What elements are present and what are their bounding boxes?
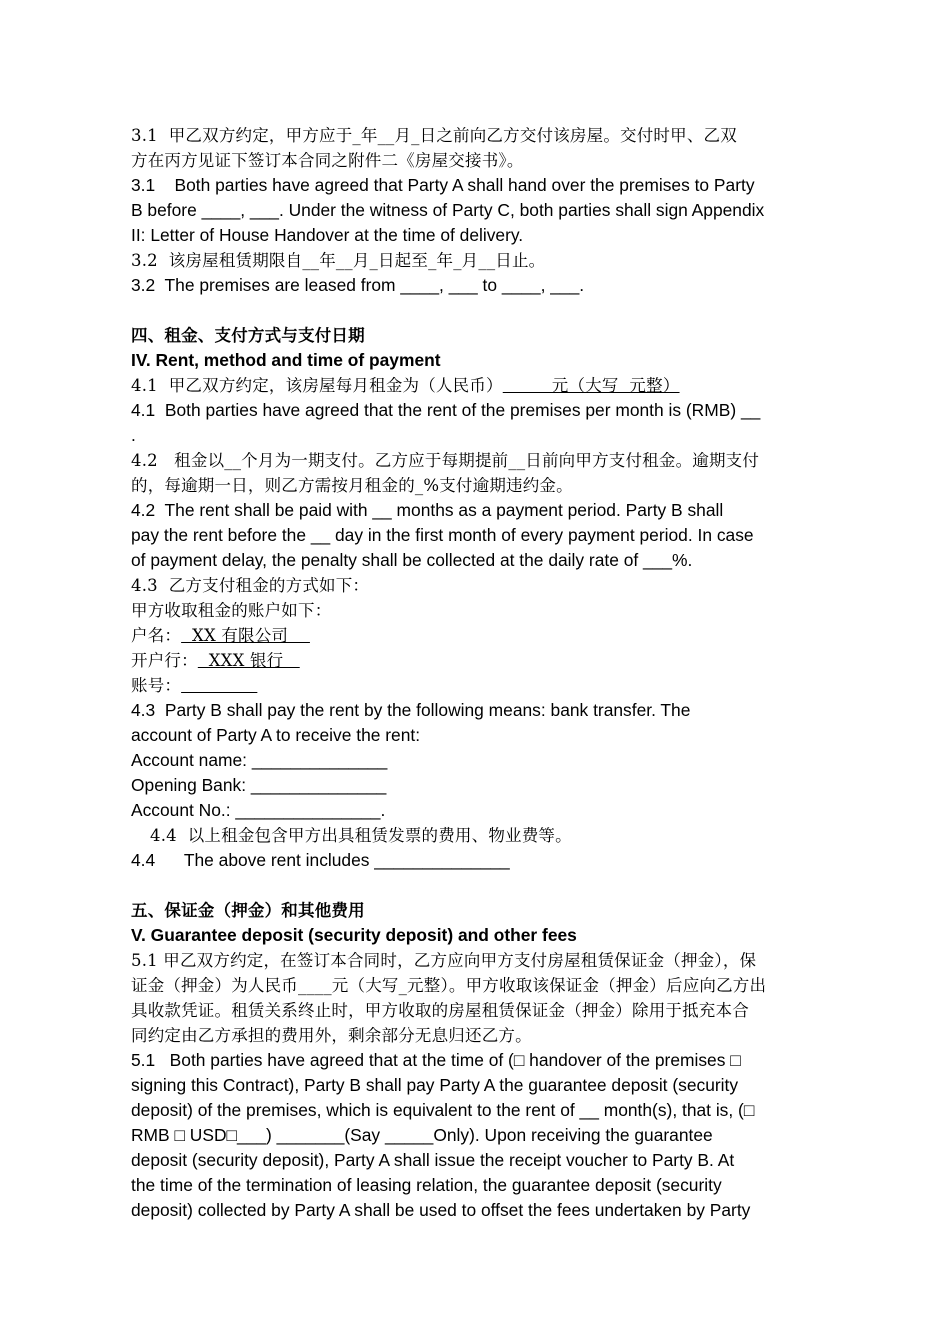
text-line bbox=[131, 573, 821, 598]
text-line bbox=[131, 773, 821, 798]
line-text: 3.2 The premises are leased from ____, ___ to ____, ___. bbox=[131, 275, 585, 295]
text-line bbox=[131, 1098, 821, 1123]
text-line bbox=[131, 498, 821, 523]
line-text: 4.4 以上租金包含甲方出具租赁发票的费用、物业费等。 bbox=[150, 826, 572, 845]
line-text: 4.2 租金以__个月为一期支付。乙方应于每期提前__日前向甲方支付租金。逾期支付 bbox=[131, 451, 760, 470]
line-text: 账号： bbox=[131, 676, 182, 695]
line-text: 证金（押金）为人民币____元（大写_元整）。甲方收取该保证金（押金）后应向乙方出 bbox=[131, 976, 767, 995]
text-line bbox=[131, 548, 821, 573]
line-text: 五、保证金（押金）和其他费用 bbox=[131, 901, 365, 920]
line-text: 户名： bbox=[131, 626, 182, 645]
text-line bbox=[131, 723, 821, 748]
line-text: deposit) of the premises, which is equivalent to the rent of __ month(s), that is, (□ bbox=[131, 1100, 755, 1120]
line-text: Account name: ______________ bbox=[131, 750, 388, 770]
line-text: 具收款凭证。租赁关系终止时，甲方收取的房屋租赁保证金（押金）除用于抵充本合 bbox=[131, 1001, 749, 1020]
line-text: V. Guarantee deposit (security deposit) and other fees bbox=[131, 925, 577, 945]
text-line bbox=[131, 823, 821, 848]
line-text: 的，每逾期一日，则乙方需按月租金的_%支付逾期违约金。 bbox=[131, 476, 573, 495]
line-text: B before ____, ___. Under the witness of Party C, both parties shall sign Appendix bbox=[131, 200, 765, 220]
text-line bbox=[131, 1023, 821, 1048]
line-text: 4.3 乙方支付租金的方式如下： bbox=[131, 576, 370, 595]
text-line bbox=[131, 223, 821, 248]
line-text: 3.1 甲乙双方约定，甲方应于_年__月_日之前向乙方交付该房屋。交付时甲、乙双 bbox=[131, 126, 737, 145]
section-gap bbox=[131, 298, 821, 323]
text-line bbox=[131, 973, 821, 998]
underlined-blank: XXX 银行 bbox=[197, 651, 300, 670]
text-line bbox=[131, 1073, 821, 1098]
text-line bbox=[131, 448, 821, 473]
section-heading bbox=[131, 348, 821, 373]
line-text: IV. Rent, method and time of payment bbox=[131, 350, 441, 370]
text-line bbox=[131, 748, 821, 773]
line-text: 3.2 该房屋租赁期限自__年__月_日起至_年_月__日止。 bbox=[131, 251, 546, 270]
text-line bbox=[131, 948, 821, 973]
line-text: pay the rent before the __ day in the first month of every payment period. In case bbox=[131, 525, 754, 545]
text-line bbox=[131, 623, 821, 648]
line-text: 5.1 甲乙双方约定，在签订本合同时，乙方应向甲方支付房屋租赁保证金（押金），保 bbox=[131, 951, 757, 970]
underlined-blank: XX 有限公司 bbox=[181, 626, 310, 645]
line-text: 甲方收取租金的账户如下： bbox=[131, 601, 332, 620]
text-line bbox=[131, 173, 821, 198]
text-line bbox=[131, 798, 821, 823]
text-line bbox=[131, 423, 821, 448]
text-line bbox=[131, 1198, 821, 1223]
line-text: Opening Bank: ______________ bbox=[131, 775, 387, 795]
text-line bbox=[131, 248, 821, 273]
line-text: RMB □ USD□___) _______(Say _____Only). Upon receiving the guarantee bbox=[131, 1125, 713, 1145]
line-text: 四、租金、支付方式与支付日期 bbox=[131, 326, 365, 345]
section-gap bbox=[131, 873, 821, 898]
text-line bbox=[131, 148, 821, 173]
line-text: 4.4 The above rent includes ______________ bbox=[131, 850, 510, 870]
line-text: 开户行： bbox=[131, 651, 198, 670]
line-text: of payment delay, the penalty shall be collected at the daily rate of ___%. bbox=[131, 550, 693, 570]
text-line bbox=[131, 273, 821, 298]
text-line bbox=[131, 998, 821, 1023]
text-line bbox=[131, 848, 821, 873]
text-line bbox=[131, 598, 821, 623]
line-text: the time of the termination of leasing relation, the guarantee deposit (security bbox=[131, 1175, 722, 1195]
line-text: Account No.: _______________. bbox=[131, 800, 386, 820]
line-text: 同约定由乙方承担的费用外，剩余部分无息归还乙方。 bbox=[131, 1026, 532, 1045]
line-text: 4.3 Party B shall pay the rent by the following means: bank transfer. The bbox=[131, 700, 691, 720]
text-line bbox=[131, 673, 821, 698]
text-line bbox=[131, 523, 821, 548]
line-text: account of Party A to receive the rent: bbox=[131, 725, 421, 745]
text-line bbox=[131, 123, 821, 148]
text-line bbox=[131, 698, 821, 723]
section-heading bbox=[131, 323, 821, 348]
line-text: deposit) collected by Party A shall be used to offset the fees undertaken by Party bbox=[131, 1200, 751, 1220]
line-text: signing this Contract), Party B shall pay Party A the guarantee deposit (security bbox=[131, 1075, 739, 1095]
contract-page bbox=[131, 123, 821, 1223]
text-line bbox=[131, 373, 821, 398]
line-text: deposit (security deposit), Party A shall issue the receipt voucher to Party B. At bbox=[131, 1150, 735, 1170]
section-heading bbox=[131, 923, 821, 948]
text-line bbox=[131, 398, 821, 423]
line-text: 4.1 Both parties have agreed that the rent of the premises per month is (RMB) __ bbox=[131, 400, 761, 420]
underlined-blank bbox=[181, 676, 257, 695]
text-line bbox=[131, 648, 821, 673]
text-line bbox=[131, 1173, 821, 1198]
line-text: 4.2 The rent shall be paid with __ months as a payment period. Party B shall bbox=[131, 500, 724, 520]
line-text: 方在丙方见证下签订本合同之附件二《房屋交接书》。 bbox=[131, 151, 524, 170]
text-line bbox=[131, 198, 821, 223]
line-text: . bbox=[131, 425, 136, 445]
text-line bbox=[131, 1148, 821, 1173]
text-line bbox=[131, 1123, 821, 1148]
text-line bbox=[131, 473, 821, 498]
line-text: 3.1 Both parties have agreed that Party A shall hand over the premises to Party bbox=[131, 175, 755, 195]
line-text: II: Letter of House Handover at the time of delivery. bbox=[131, 225, 524, 245]
line-text: 4.1 甲乙双方约定，该房屋每月租金为（人民币） bbox=[131, 376, 503, 395]
underlined-blank: 元（大写 元整） bbox=[502, 376, 680, 395]
section-heading bbox=[131, 898, 821, 923]
text-line bbox=[131, 1048, 821, 1073]
line-text: 5.1 Both parties have agreed that at the time of (□ handover of the premises □ bbox=[131, 1050, 741, 1070]
